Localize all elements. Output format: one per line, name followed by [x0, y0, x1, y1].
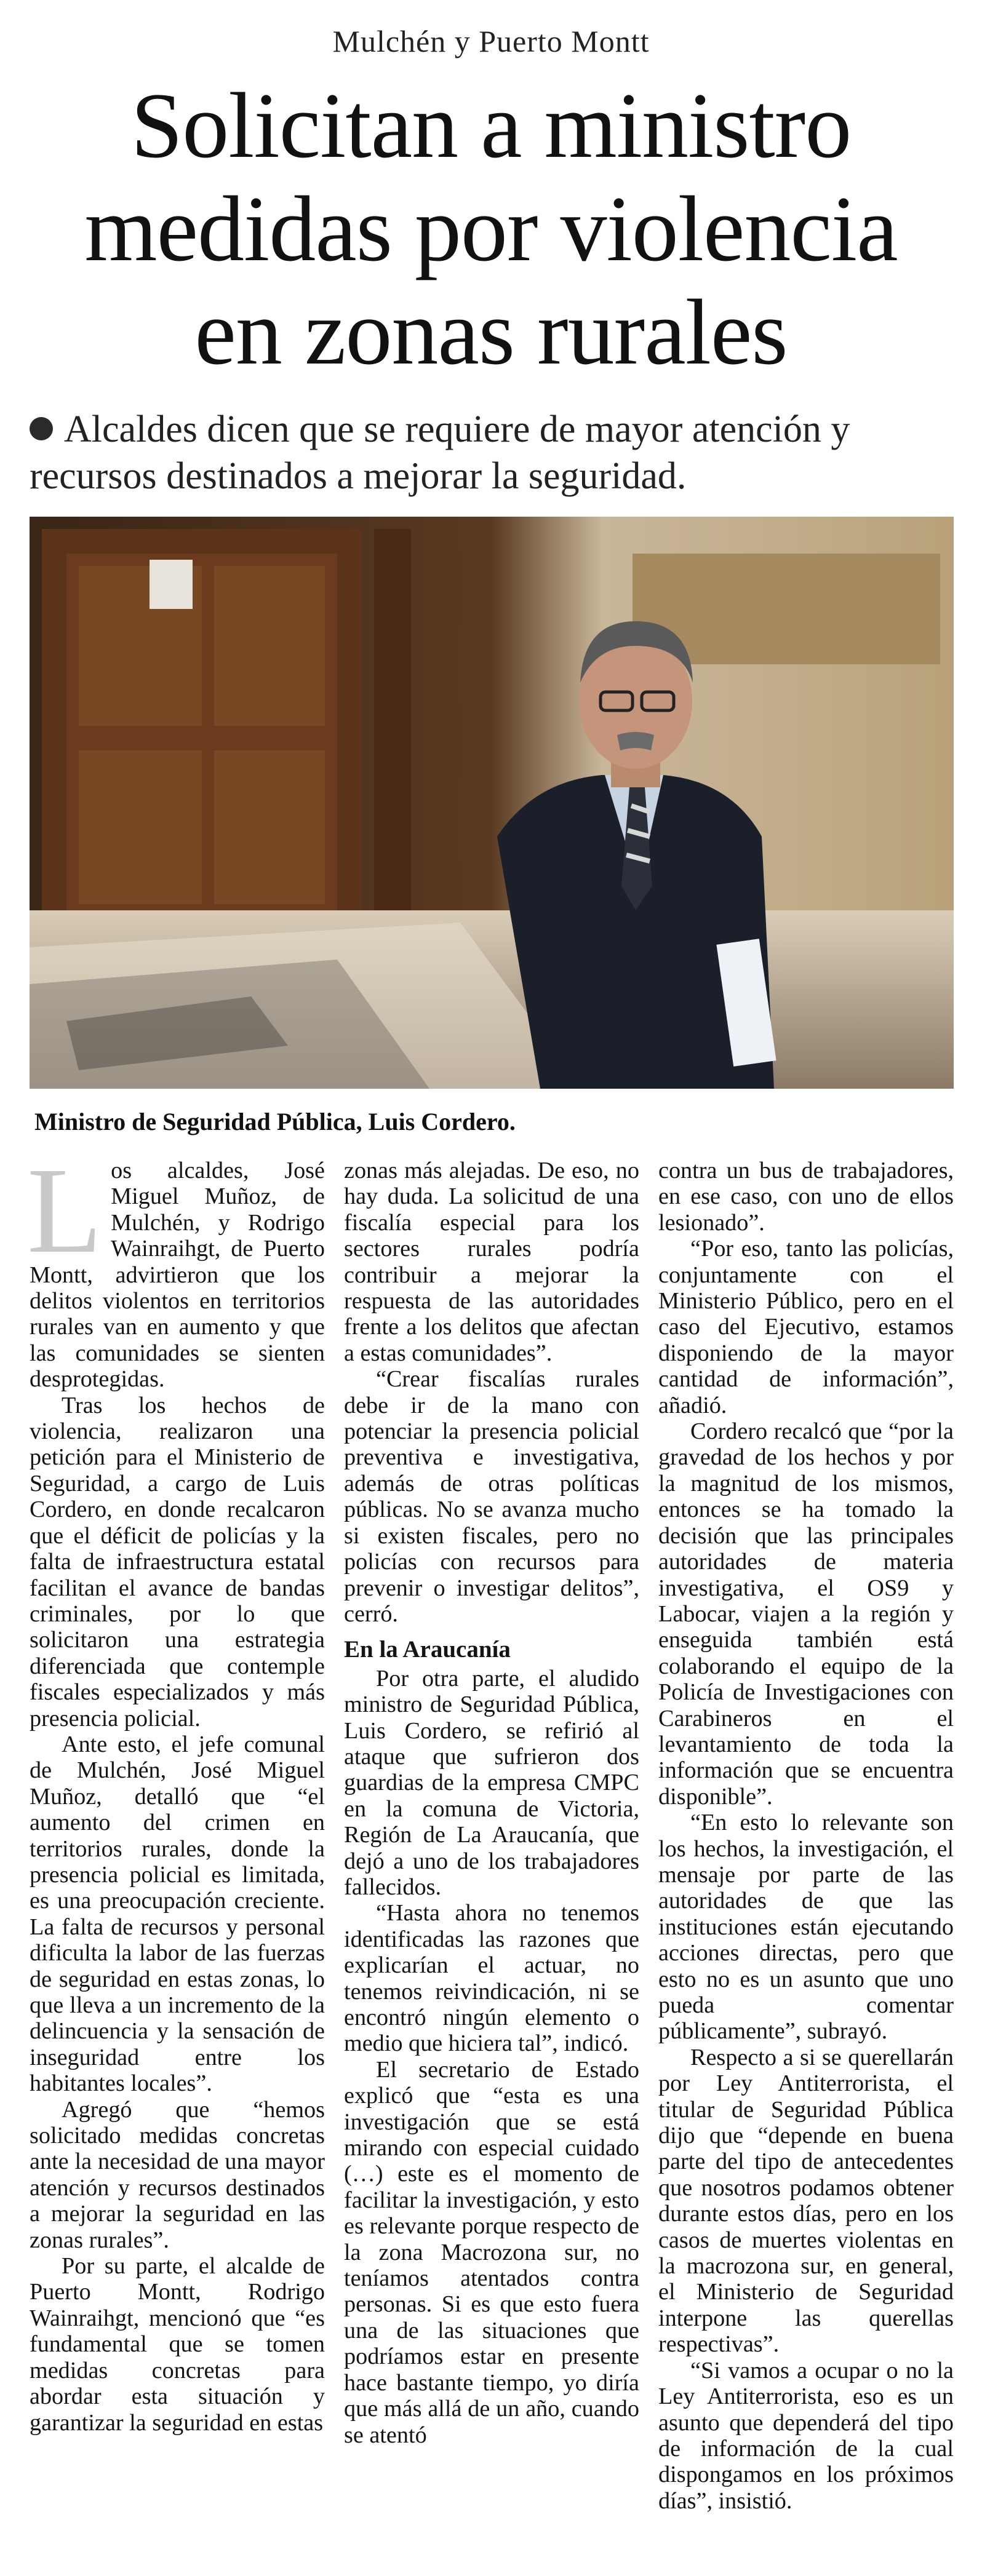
headline-line: en zonas rurales — [194, 280, 788, 384]
subhead-text: Alcaldes dicen que se requiere de mayor atención y recursos destinados a mejorar la seguridad. — [30, 408, 850, 497]
paragraph: “Si vamos a ocupar o no la Ley Antiterrorista, eso es un asunto que dependerá del tipo de información de la cual dispongamos en los próximos días”, insistió. — [658, 2357, 954, 2514]
paragraph: Respecto a si se querellarán por Ley Antiterrorista, el titular de Seguridad Pública dijo que “depende en buena parte del tipo de antecedentes que nosotros podamos obtener durante estos días, pero en los casos de muertes violentas en la macrozona sur, en general, el Ministerio de Seguridad interpone las querellas respectivas”. — [658, 2044, 954, 2358]
article-body — [27, 1143, 954, 2566]
paragraph: contra un bus de trabajadores, en ese caso, con uno de ellos lesionado”. — [658, 1158, 954, 1236]
section-subtitle: En la Araucanía — [344, 1636, 511, 1663]
headline-line: medidas por violencia — [84, 177, 898, 280]
paragraph: Los alcaldes, José Miguel Muñoz, de Mulchén, y Rodrigo Wainraihgt, de Puerto Montt, advirtieron que los delitos violentos en territorios rurales van en aumento y que las comunidades se sienten desprotegidas. — [27, 1143, 325, 1393]
photo-caption: Ministro de Seguridad Pública, Luis Cordero. — [34, 1108, 516, 1135]
paragraph: Cordero recalcó que “por la gravedad de los hechos y por la magnitud de los mismos, entonces se ha tomado la decisión que las principales autoridades de materia investigativa, el OS9 y Labocar, viajen a la región y enseguida también está colaborando el equipo de la Policía de Investigaciones con Carabineros en el levantamiento de toda la información que se encuentra disponible”. — [658, 1418, 954, 1810]
paragraph: El secretario de Estado explicó que “esta es una investigación que se está mirando con especial cuidado (…) este es el momento de facilitar la investigación, y esto es relevante porque respecto de la zona Macrozona sur, no teníamos atentados contra personas. Si es que esto fuera una de las situaciones que podríamos estar en presente hace bastante tiempo, yo diría que más allá de un año, cuando se atentó — [344, 2056, 639, 2448]
column-3 — [658, 1158, 954, 2566]
paragraph: Tras los hechos de violencia, realizaron una petición para el Ministerio de Seguridad, a cargo de Luis Cordero, en donde recalcaron que el déficit de policías y la falta de infraestructura estatal facilitan el avance de bandas criminales, por lo que solicitaron una estrategia diferenciada que contemple fiscales especializados y más presencia policial. — [30, 1392, 325, 1731]
paragraph: Ante esto, el jefe comunal de Mulchén, José Miguel Muñoz, detalló que “el aumento del crimen en territorios rurales, donde la presencia policial es limitada, es una preocupación creciente. La falta de recursos y personal dificulta la labor de las fuerzas de seguridad en estas zonas, lo que lleva a un incremento de la delincuencia y la sensación de inseguridad entre los habitantes locales”. — [30, 1731, 325, 2097]
paragraph: Por su parte, el alcalde de Puerto Montt, Rodrigo Wainraihgt, mencionó que “es fundamental que se tomen medidas concretas para abordar esta situación y garantizar la seguridad en estas — [30, 2253, 325, 2436]
kicker: Mulchén y Puerto Montt — [332, 24, 650, 58]
column-2 — [344, 1158, 639, 2566]
paragraph: zonas más alejadas. De eso, no hay duda. La solicitud de una fiscalía especial para los sectores rurales podría contribuir a mejorar la respuesta de las autoridades frente a los delitos que afectan a estas comunidades”. — [344, 1158, 639, 1366]
column-1 — [27, 1143, 325, 2566]
headline-line: Solicitan a ministro — [130, 74, 852, 177]
article-photo — [30, 517, 954, 1089]
paragraph: “Por eso, tanto las policías, conjuntamente con el Ministerio Público, pero en el caso del Ejecutivo, estamos disponiendo de la mayor cantidad de información”, añadió. — [658, 1236, 954, 1418]
paragraph: “Crear fiscalías rurales debe ir de la mano con potenciar la presencia policial preventiva e investigativa, además de otras políticas públicas. No se avanza mucho si existen fiscales, pero no policías con recursos para prevenir o investigar delitos”, cerró. — [344, 1366, 639, 1627]
paragraph: Por otra parte, el aludido ministro de Seguridad Pública, Luis Cordero, se refirió al ataque que sufrieron dos guardias de la empresa CMPC en la comuna de Victoria, Región de La Araucanía, que dejó a uno de los trabajadores fallecidos. — [344, 1665, 639, 1900]
headline — [25, 74, 957, 384]
paragraph: “Hasta ahora no tenemos identificadas las razones que explicarían el actuar, no tenemos reivindicación, ni se encontró ningún elemento o medio que hiciera tal”, indicó. — [344, 1900, 639, 2057]
paragraph: Agregó que “hemos solicitado medidas concretas ante la necesidad de una mayor atención y recursos destinados a mejorar la seguridad en las zonas rurales”. — [30, 2096, 325, 2253]
drop-cap: L — [27, 1143, 103, 1279]
bullet-icon — [30, 417, 53, 440]
paragraph: “En esto lo relevante son los hechos, la investigación, el mensaje por parte de las autoridades de que las instituciones están ejecutando acciones directas, pero que esto no es un asunto que uno pueda comentar públicamente”, subrayó. — [658, 1810, 954, 2045]
subhead — [30, 406, 952, 499]
